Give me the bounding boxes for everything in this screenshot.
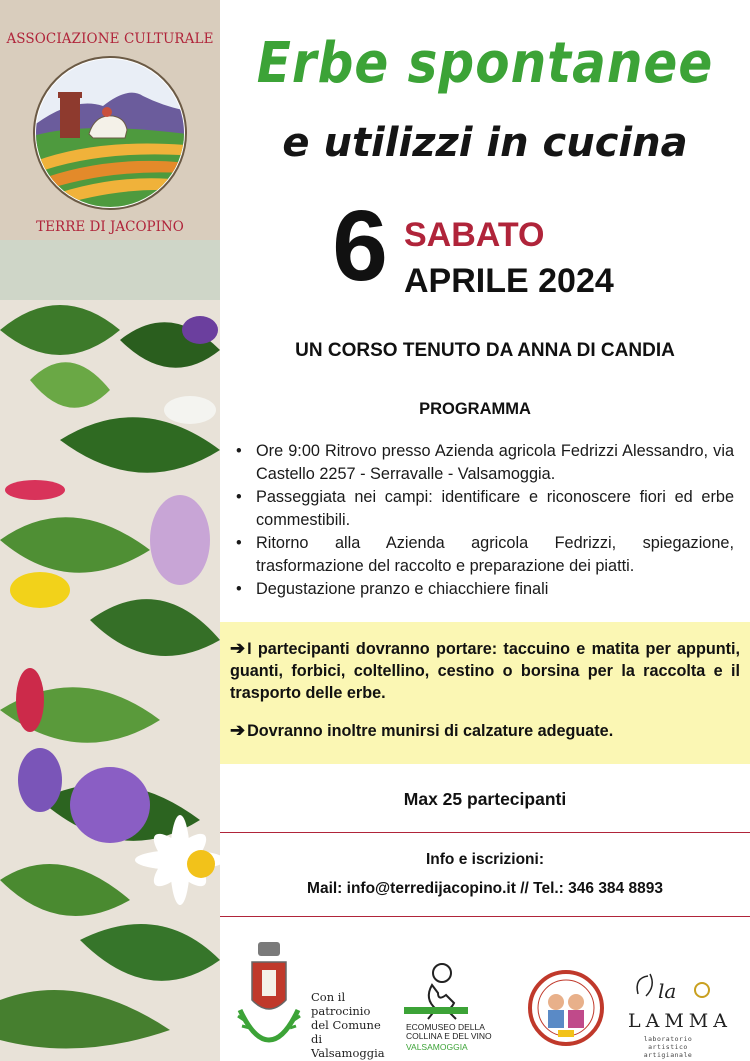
svg-text:la: la xyxy=(658,979,677,1003)
program-item xyxy=(234,440,734,485)
left-column xyxy=(0,0,220,1061)
ecomuseo-place: VALSAMOGGIA xyxy=(406,1042,468,1052)
note-what-to-bring xyxy=(230,637,740,704)
patrocinio-line: patrocinio xyxy=(311,1004,371,1018)
event-month-year: APRILE 2024 xyxy=(404,262,614,300)
association-subname: TERRE DI JACOPINO xyxy=(36,219,184,235)
wild-herbs-image xyxy=(0,240,220,1061)
patrocinio-text xyxy=(311,990,391,1060)
patrocinio-line: di Valsamoggia xyxy=(311,1032,385,1060)
program-item-text: Degustazione pranzo e chiacchiere finali xyxy=(256,580,549,598)
event-weekday: SABATO xyxy=(404,216,545,254)
contact-line: Mail: info@terredijacopino.it // Tel.: 346 384 8893 xyxy=(307,880,663,897)
program-heading: PROGRAMMA xyxy=(419,400,531,418)
serravalle-logo xyxy=(526,968,606,1048)
association-panel xyxy=(0,0,220,240)
info-heading: Info e iscrizioni: xyxy=(426,851,544,868)
bullet-icon: • xyxy=(236,580,242,598)
program-item xyxy=(234,578,734,601)
patrocinio-line: Con il xyxy=(311,990,346,1004)
event-title: Erbe spontanee xyxy=(256,30,714,96)
max-participants: Max 25 partecipanti xyxy=(403,789,567,809)
comune-crest xyxy=(234,940,304,1050)
program-item xyxy=(234,532,734,577)
divider xyxy=(220,832,750,833)
program-item-text: Ritorno alla Azienda agricola Fedrizzi, spiegazione, trasformazione del raccolto e preparazione dei piatti. xyxy=(256,534,734,575)
right-column xyxy=(220,0,750,1061)
association-name: ASSOCIAZIONE CULTURALE xyxy=(6,31,214,47)
arrow-right-icon: ➔ xyxy=(230,720,246,740)
ecomuseo-name: ECOMUSEO DELLA COLLINA E DEL VINO xyxy=(406,1022,492,1041)
program-list xyxy=(234,440,734,602)
patrocinio-line: del Comune xyxy=(311,1018,381,1032)
association-logo xyxy=(33,56,187,210)
lamma-tagline: laboratorio artistico artigianale xyxy=(643,1035,693,1059)
program-item-text: Passeggiata nei campi: identificare e riconoscere fiori ed erbe commestibili. xyxy=(256,488,734,529)
bullet-icon: • xyxy=(236,488,242,506)
program-item-text: Ore 9:00 Ritrovo presso Azienda agricola Fedrizzi Alessandro, via Castello 2257 - Serravalle - Valsamoggia. xyxy=(256,442,734,483)
event-day: 6 xyxy=(332,190,388,302)
bullet-icon: • xyxy=(236,534,242,552)
note-shoes xyxy=(230,719,740,742)
program-item xyxy=(234,486,734,531)
arrow-right-icon: ➔ xyxy=(230,638,246,658)
course-teacher: UN CORSO TENUTO DA ANNA DI CANDIA xyxy=(295,340,675,361)
divider xyxy=(220,916,750,917)
note-shoes-text: Dovranno inoltre munirsi di calzature adeguate. xyxy=(247,722,614,740)
lamma-name: LAMMA xyxy=(628,1010,732,1032)
note-bring-text: I partecipanti dovranno portare: taccuino e matita per appunti, guanti, forbici, coltellino, cestino o borsina per la raccolta e il trasporto delle erbe. xyxy=(230,640,740,702)
event-subtitle: e utilizzi in cucina xyxy=(282,120,688,166)
bullet-icon: • xyxy=(236,442,242,460)
